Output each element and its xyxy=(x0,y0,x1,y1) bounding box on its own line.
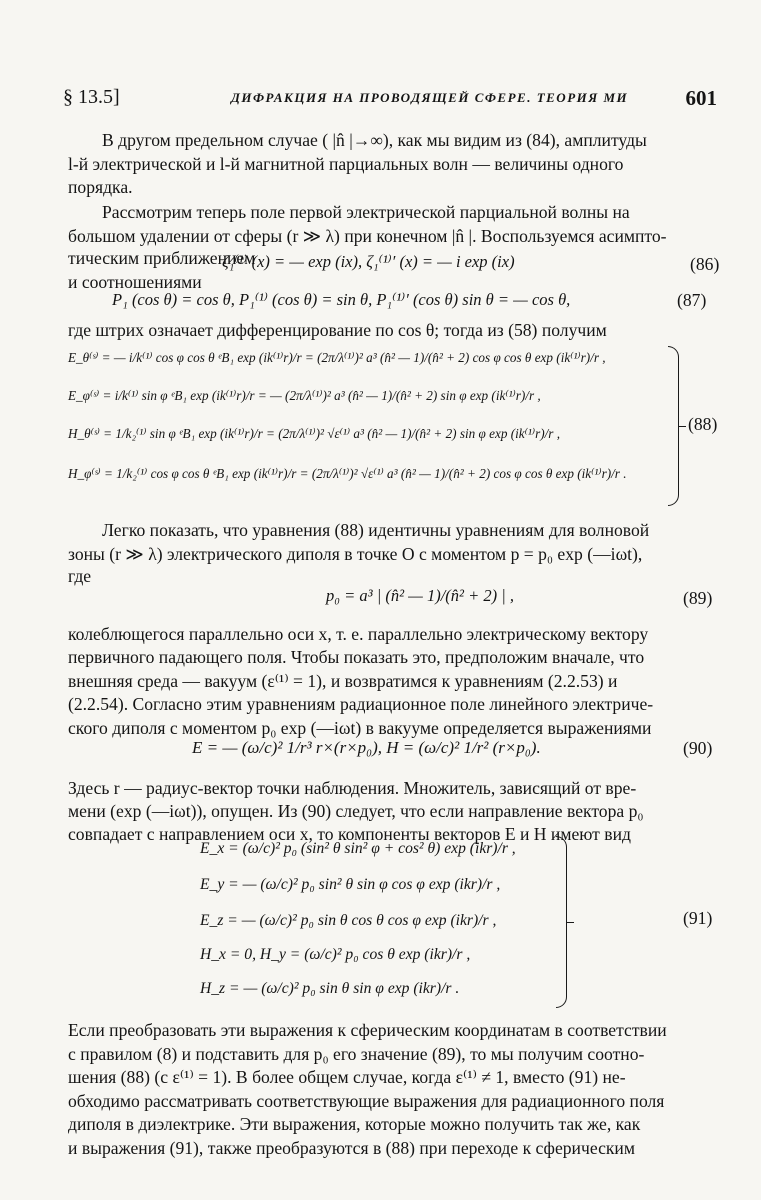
text-line: зоны (r ≫ λ) электрического диполя в точке O с моментом p = p₀ exp (—iωt), xyxy=(68,544,643,564)
equation-88-brace xyxy=(668,346,679,506)
equation-91-line: E_z = — (ω/c)² p₀ sin θ cos θ cos φ exp (ikr)/r , xyxy=(200,912,497,929)
running-header xyxy=(63,86,717,114)
running-title: ДИФРАКЦИЯ НА ПРОВОДЯЩЕЙ СФЕРЕ. ТЕОРИЯ МИ xyxy=(231,90,629,105)
text-line: первичного падающего поля. Чтобы показать это, предположим вначале, что xyxy=(68,647,645,667)
equation-89: p₀ = a³ | (n̂² — 1)/(n̂² + 2) | , xyxy=(326,586,515,605)
equation-91-line: E_x = (ω/c)² p₀ (sin² θ sin² φ + cos² θ) exp (ikr)/r , xyxy=(200,840,516,857)
text-line: Легко показать, что уравнения (88) идентичны уравнениям для волновой xyxy=(102,520,650,540)
text-line: совпадает с направлением оси x, то компоненты векторов E и H имеют вид xyxy=(68,824,631,844)
text-line: l-й электрической и l-й магнитной парциальных волн — величины одного xyxy=(68,154,624,174)
text-line: порядка. xyxy=(68,177,133,197)
text-line: ского диполя с моментом p₀ exp (—iωt) в вакууме определяется выражениями xyxy=(68,718,652,738)
text-line: Здесь r — радиус-вектор точки наблюдения. Множитель, зависящий от вре- xyxy=(68,778,637,798)
text-line: и соотношениями xyxy=(68,272,202,292)
text-line: большом удалении от сферы (r ≫ λ) при конечном |n̂ |. Воспользуемся асимпто- xyxy=(68,226,667,246)
text-line: и выражения (91), также преобразуются в (88) при переходе к сферическим xyxy=(68,1138,635,1158)
equation-91-line: H_x = 0, H_y = (ω/c)² p₀ cos θ exp (ikr)/r , xyxy=(200,946,471,963)
equation-87: P₁ (cos θ) = cos θ, P₁⁽¹⁾ (cos θ) = sin θ, P₁⁽¹⁾′ (cos θ) sin θ = — cos θ, xyxy=(112,290,571,309)
equation-88-line: E_φ⁽ˢ⁾ = i/k⁽¹⁾ sin φ ᵉB₁ exp (ik⁽¹⁾r)/r = — (2π/λ⁽¹⁾)² a³ (n̂² — 1)/(n̂² + 2) sin φ exp (ik⁽¹⁾r)/r , xyxy=(68,388,541,403)
equation-89-tag: (89) xyxy=(683,588,713,608)
text-line: с правилом (8) и подставить для p₀ его значение (89), то мы получим соотно- xyxy=(68,1044,645,1064)
text-line: тическим приближением xyxy=(68,248,256,268)
text-line: обходимо рассматривать соответствующие выражения для радиационного поля xyxy=(68,1091,665,1111)
equation-90: E = — (ω/c)² 1/r³ r×(r×p₀), H = (ω/c)² 1/r² (r×p₀). xyxy=(192,738,541,757)
equation-86-tag: (86) xyxy=(690,254,720,274)
text-line: диполя в диэлектрике. Эти выражения, которые можно получить так же, как xyxy=(68,1114,641,1134)
page-number: 601 xyxy=(685,86,717,110)
text-line: Если преобразовать эти выражения к сферическим координатам в соответствии xyxy=(68,1020,667,1040)
equation-88-tag: (88) xyxy=(688,414,718,434)
text-line: где штрих означает дифференцирование по cos θ; тогда из (58) получим xyxy=(68,320,607,340)
equation-91-tag: (91) xyxy=(683,908,713,928)
text-line: В другом предельном случае ( |n̂ |→∞), как мы видим из (84), амплитуды xyxy=(102,130,647,150)
text-line: где xyxy=(68,566,92,586)
text-line: Рассмотрим теперь поле первой электрической парциальной волны на xyxy=(102,202,630,222)
text-line: внешняя среда — вакуум (ε⁽¹⁾ = 1), и возвратимся к уравнениям (2.2.53) и xyxy=(68,671,618,691)
equation-88-line: E_θ⁽ˢ⁾ = — i/k⁽¹⁾ cos φ cos θ ᵉB₁ exp (ik⁽¹⁾r)/r = (2π/λ⁽¹⁾)² a³ (n̂² — 1)/(n̂² + 2) cos φ cos θ exp (ik⁽¹⁾r)/r , xyxy=(68,350,606,365)
equation-87-tag: (87) xyxy=(677,290,707,310)
equation-91-brace xyxy=(556,836,567,1008)
text-line: мени (exp (—iωt)), опущен. Из (90) следует, что если направление вектора p₀ xyxy=(68,801,644,821)
equation-86: ζ₁⁽¹⁾ (x) = — exp (ix), ζ₁⁽¹⁾′ (x) = — i exp (ix) xyxy=(222,252,515,271)
text-line: (2.2.54). Согласно этим уравнениям радиационное поле линейного электриче- xyxy=(68,694,654,714)
text-line: шения (88) (с ε⁽¹⁾ = 1). В более общем случае, когда ε⁽¹⁾ ≠ 1, вместо (91) не- xyxy=(68,1067,626,1087)
text-line: колеблющегося параллельно оси x, т. е. параллельно электрическому вектору xyxy=(68,624,649,644)
equation-91-line: H_z = — (ω/c)² p₀ sin θ sin φ exp (ikr)/r . xyxy=(200,980,460,997)
equation-88-line: H_θ⁽ˢ⁾ = 1/k₂⁽¹⁾ sin φ ᵉB₁ exp (ik⁽¹⁾r)/r = (2π/λ⁽¹⁾)² √ε⁽¹⁾ a³ (n̂² — 1)/(n̂² + 2) sin φ exp (ik⁽¹⁾r)/r , xyxy=(68,426,560,441)
section-number: § 13.5] xyxy=(63,86,120,108)
equation-90-tag: (90) xyxy=(683,738,713,758)
equation-88-line: H_φ⁽ˢ⁾ = 1/k₂⁽¹⁾ cos φ cos θ ᵉB₁ exp (ik⁽¹⁾r)/r = (2π/λ⁽¹⁾)² √ε⁽¹⁾ a³ (n̂² — 1)/(n̂² + 2) cos φ cos θ exp (ik⁽¹⁾r)/r . xyxy=(68,466,627,481)
equation-91-line: E_y = — (ω/c)² p₀ sin² θ sin φ cos φ exp (ikr)/r , xyxy=(200,876,501,893)
